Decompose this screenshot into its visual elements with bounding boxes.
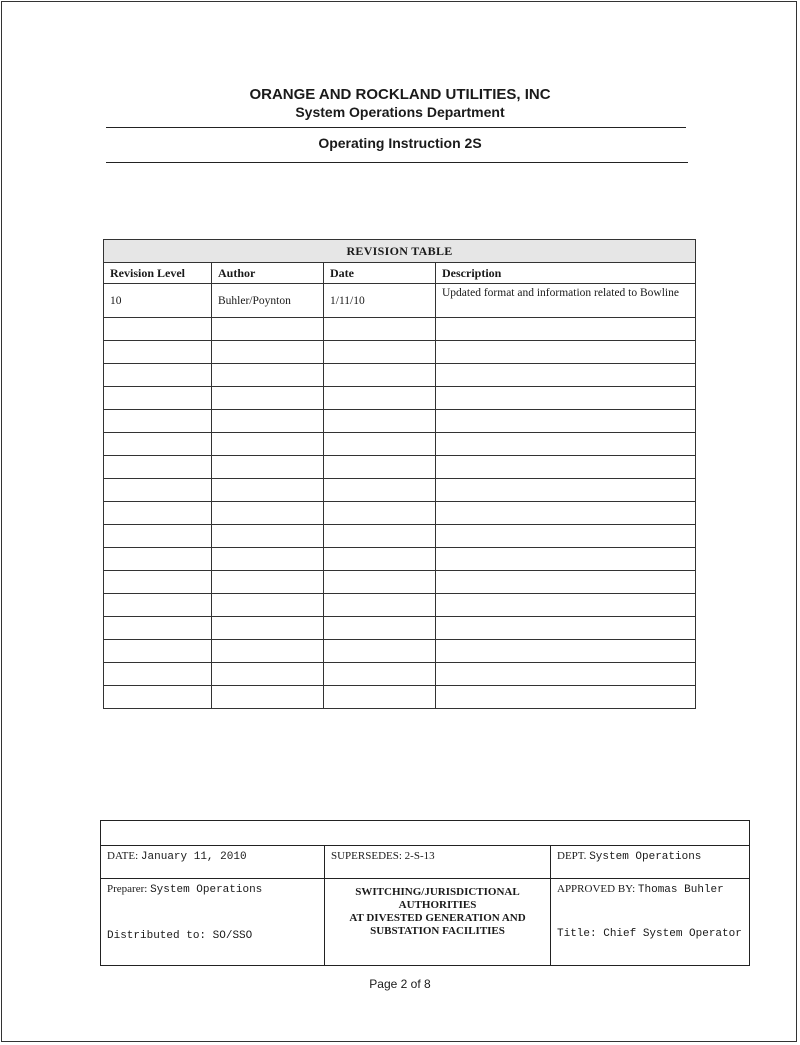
table-row-blank: [104, 364, 696, 387]
footer-preparer-cell: [101, 879, 325, 966]
table-cell-blank: [212, 594, 324, 617]
table-cell-blank: [212, 456, 324, 479]
table-cell-blank: [436, 663, 696, 686]
table-cell-blank: [212, 571, 324, 594]
table-cell-blank: [212, 502, 324, 525]
cell-author: Buhler/Poynton: [212, 284, 324, 318]
table-cell-blank: [324, 571, 436, 594]
table-row-blank: [104, 433, 696, 456]
table-cell-blank: [436, 433, 696, 456]
revision-table-title: REVISION TABLE: [104, 240, 696, 263]
document-footer: [100, 820, 750, 966]
table-cell-blank: [212, 663, 324, 686]
table-cell-blank: [436, 387, 696, 410]
table-cell-blank: [324, 318, 436, 341]
table-cell-blank: [324, 456, 436, 479]
footer-date-cell: [101, 846, 325, 879]
title-value: Chief System Operator: [603, 928, 742, 940]
table-cell-blank: [436, 594, 696, 617]
table-cell-blank: [104, 548, 212, 571]
revision-table: [103, 239, 696, 709]
distributed-value: SO/SSO: [212, 930, 253, 942]
table-cell-blank: [324, 341, 436, 364]
table-row-blank: [104, 617, 696, 640]
table-cell-blank: [324, 364, 436, 387]
footer-top-band: [101, 821, 750, 846]
table-cell-blank: [436, 686, 696, 709]
table-cell-blank: [436, 525, 696, 548]
table-cell-blank: [212, 525, 324, 548]
cell-date: 1/11/10: [324, 284, 436, 318]
table-cell-blank: [324, 548, 436, 571]
table-row-blank: [104, 479, 696, 502]
table-cell-blank: [324, 617, 436, 640]
table-cell-blank: [104, 571, 212, 594]
supersedes-label: SUPERSEDES:: [331, 850, 402, 862]
table-row-blank: [104, 341, 696, 364]
table-cell-blank: [212, 686, 324, 709]
cell-description: Updated format and information related to Bowline: [436, 284, 696, 318]
table-cell-blank: [104, 341, 212, 364]
col-revision-level: Revision Level: [104, 263, 212, 284]
table-cell-blank: [324, 387, 436, 410]
table-row-blank: [104, 571, 696, 594]
table-cell-blank: [212, 387, 324, 410]
table-cell-blank: [324, 410, 436, 433]
table-cell-blank: [104, 594, 212, 617]
table-cell-blank: [104, 433, 212, 456]
table-cell-blank: [436, 571, 696, 594]
table-cell-blank: [104, 617, 212, 640]
table-row-blank: [104, 686, 696, 709]
subject-title: SWITCHING/JURISDICTIONAL AUTHORITIES AT DIVESTED GENERATION AND SUBSTATION FACILITIES: [349, 886, 526, 937]
table-cell-blank: [212, 640, 324, 663]
table-cell-blank: [436, 640, 696, 663]
header-rule-bottom: [106, 162, 688, 163]
table-cell-blank: [104, 456, 212, 479]
table-cell-blank: [324, 433, 436, 456]
table-cell-blank: [324, 502, 436, 525]
approved-value: Thomas Buhler: [637, 884, 724, 896]
footer-approved-cell: [551, 879, 750, 966]
table-cell-blank: [212, 364, 324, 387]
date-label: DATE:: [107, 850, 139, 862]
table-cell-blank: [324, 594, 436, 617]
table-cell-blank: [212, 548, 324, 571]
col-author: Author: [212, 263, 324, 284]
distributed-label: Distributed to:: [107, 930, 207, 942]
blank-rows: [104, 318, 696, 709]
table-row-blank: [104, 525, 696, 548]
instruction-title: Operating Instruction 2S: [318, 135, 482, 151]
footer-supersedes-cell: [325, 846, 551, 879]
col-description: Description: [436, 263, 696, 284]
table-row-blank: [104, 594, 696, 617]
table-cell-blank: [212, 318, 324, 341]
table-cell-blank: [212, 433, 324, 456]
preparer-label: Preparer:: [107, 883, 148, 895]
dept-label: DEPT.: [557, 850, 587, 862]
table-cell-blank: [324, 640, 436, 663]
table-cell-blank: [436, 410, 696, 433]
table-row-blank: [104, 387, 696, 410]
approved-label: APPROVED BY:: [557, 883, 636, 895]
table-cell-blank: [212, 479, 324, 502]
table-cell-blank: [436, 364, 696, 387]
table-row-blank: [104, 502, 696, 525]
table-cell-blank: [324, 686, 436, 709]
table-row-blank: [104, 548, 696, 571]
table-cell-blank: [104, 387, 212, 410]
header-rule-top: [106, 127, 686, 128]
department-name: System Operations Department: [295, 104, 505, 120]
table-row-blank: [104, 410, 696, 433]
table-row-blank: [104, 456, 696, 479]
table-cell-blank: [104, 686, 212, 709]
table-cell-blank: [436, 548, 696, 571]
table-cell-blank: [104, 479, 212, 502]
table-cell-blank: [212, 410, 324, 433]
table-cell-blank: [324, 663, 436, 686]
table-cell-blank: [324, 525, 436, 548]
table-row: [104, 284, 696, 318]
revision-table-header: [104, 263, 696, 284]
footer-subject-cell: [325, 879, 551, 966]
page-number: Page 2 of 8: [369, 977, 431, 991]
table-row-blank: [104, 318, 696, 341]
supersedes-value: 2-S-13: [404, 850, 435, 862]
table-cell-blank: [436, 341, 696, 364]
table-cell-blank: [436, 502, 696, 525]
footer-dept-cell: [551, 846, 750, 879]
table-cell-blank: [104, 640, 212, 663]
table-cell-blank: [104, 318, 212, 341]
table-row-blank: [104, 663, 696, 686]
table-cell-blank: [104, 663, 212, 686]
cell-revision-level: 10: [104, 284, 212, 318]
preparer-value: System Operations: [150, 884, 263, 896]
date-value: January 11, 2010: [140, 851, 247, 863]
table-cell-blank: [436, 318, 696, 341]
table-cell-blank: [212, 341, 324, 364]
table-cell-blank: [104, 502, 212, 525]
dept-value: System Operations: [589, 851, 702, 863]
table-cell-blank: [436, 617, 696, 640]
table-cell-blank: [104, 525, 212, 548]
title-label: Title:: [557, 928, 597, 940]
company-name: ORANGE AND ROCKLAND UTILITIES, INC: [249, 86, 551, 103]
table-cell-blank: [324, 479, 436, 502]
table-cell-blank: [436, 479, 696, 502]
table-row-blank: [104, 640, 696, 663]
table-cell-blank: [436, 456, 696, 479]
table-cell-blank: [212, 617, 324, 640]
table-cell-blank: [104, 410, 212, 433]
col-date: Date: [324, 263, 436, 284]
table-cell-blank: [104, 364, 212, 387]
